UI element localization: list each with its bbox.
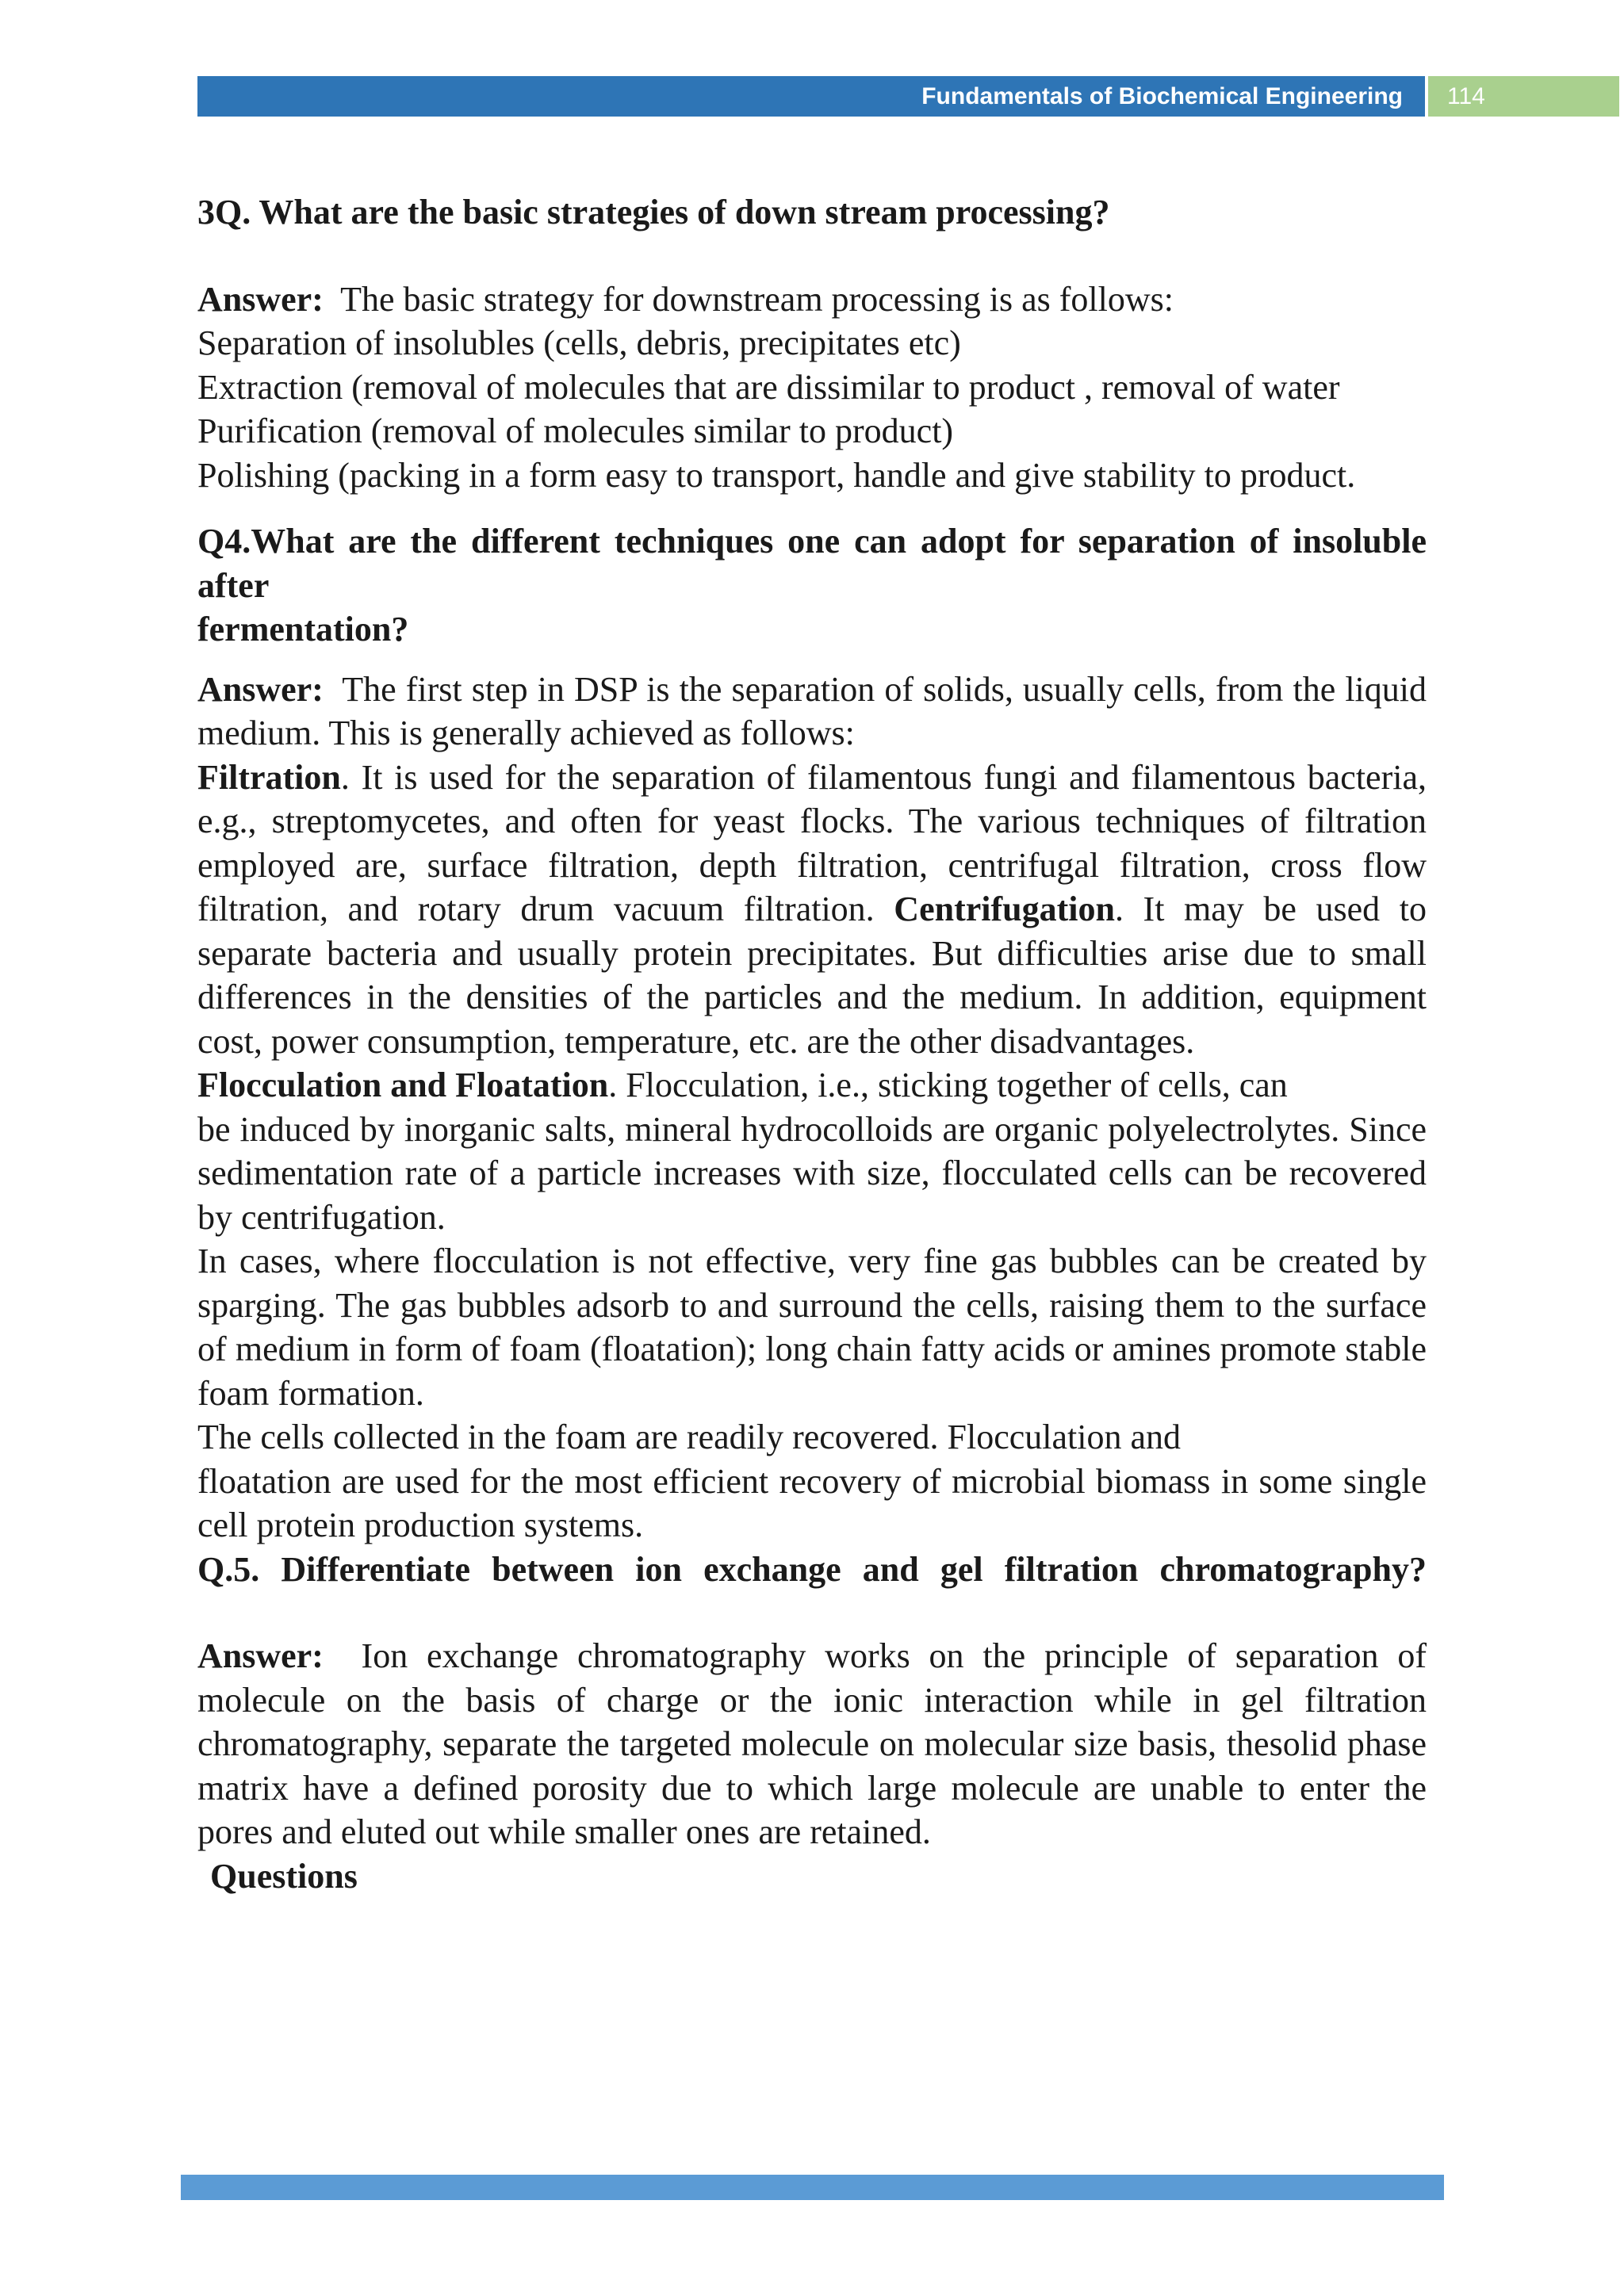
recovery-line: The cells collected in the foam are readily recovered. Flocculation and [197, 1418, 1181, 1456]
q4-question-cont: fermentation? [197, 610, 409, 649]
footer-bar [181, 2175, 1444, 2200]
filtration-paragraph [197, 756, 1427, 1064]
floatation-paragraph: In cases, where flocculation is not effective, very fine gas bubbles can be created by sparging. The gas bubbles adsorb to and surround the cells, raising them to the surface of medium in form of foam (floatation); long chain fatty acids or amines promote stable foam formation. [197, 1242, 1427, 1413]
flocculation-term: Flocculation and Floatation [197, 1066, 609, 1104]
q5-question: Q.5. Differentiate between ion exchange and gel filtration chromatography? [197, 1549, 1427, 1589]
page-body [197, 190, 1427, 1898]
centrifugation-term: Centrifugation [894, 890, 1115, 928]
page-header [197, 76, 1485, 117]
q3-answer-intro: The basic strategy for downstream processing is as follows: [340, 279, 1174, 319]
filtration-text: . It is used for the separation of filamentous fungi and filamentous bacteria, e.g., streptomycetes, and often for yeast flocks. The various techniques of filtration employed are, surface filtration, depth filtration, centrifugal filtration, cross flow filtration, and rotary drum vacuum filtration. [197, 757, 1427, 928]
filtration-term: Filtration [197, 757, 341, 797]
flocculation-cont: be induced by inorganic salts, mineral hydrocolloids are organic polyelectrolytes. Since sedimentation rate of a particle increases with size, flocculated cells can be recovered by centrifugation. [197, 1109, 1427, 1237]
q4-answer-intro: The first step in DSP is the separation of solids, usually cells, from the liquid medium. This is generally achieved as follows: [197, 669, 1427, 752]
centrifugation-text: . It may be used to separate bacteria and usually protein precipitates. But difficulties arise due to small differences in the densities of the particles and the medium. In addition, equipment cost, power consumption, temperature, etc. are the other disadvantages. [197, 890, 1427, 1061]
q3-line: Purification (removal of molecules similar to product) [197, 411, 954, 450]
q5-answer [197, 1634, 1427, 1854]
recovery-cont: floatation are used for the most efficient recovery of microbial biomass in some single cell protein production systems. [197, 1461, 1427, 1544]
answer-label: Answer: [197, 279, 324, 319]
q4-answer [197, 668, 1427, 756]
page-number: 114 [1428, 76, 1619, 117]
answer-label: Answer: [197, 1636, 324, 1675]
q3-line: Separation of insolubles (cells, debris, precipitates etc) [197, 323, 961, 362]
flocculation-paragraph [197, 1063, 1427, 1108]
q3-question: 3Q. What are the basic strategies of down stream processing? [197, 193, 1110, 232]
q3-answer [197, 277, 1427, 322]
flocculation-text: . Flocculation, i.e., sticking together of cells, can [608, 1066, 1288, 1104]
q3-line: Polishing (packing in a form easy to transport, handle and give stability to product. [197, 455, 1356, 495]
header-title: Fundamentals of Biochemical Engineering [197, 76, 1425, 117]
q5-answer-text: Ion exchange chromatography works on the principle of separation of molecule on the basis of charge or the ionic interaction while in gel filtration chromatography, separate the targeted molecule on molecular size basis, thesolid phase matrix have a defined porosity due to which large molecule are unable to enter the pores and eluted out while smaller ones are retained. [197, 1636, 1427, 1851]
answer-label: Answer: [197, 669, 324, 709]
q3-line: Extraction (removal of molecules that are dissimilar to product , removal of water [197, 367, 1340, 407]
questions-heading: Questions [210, 1856, 358, 1896]
q4-question: Q4.What are the different techniques one can adopt for separation of insoluble after [197, 522, 1427, 605]
